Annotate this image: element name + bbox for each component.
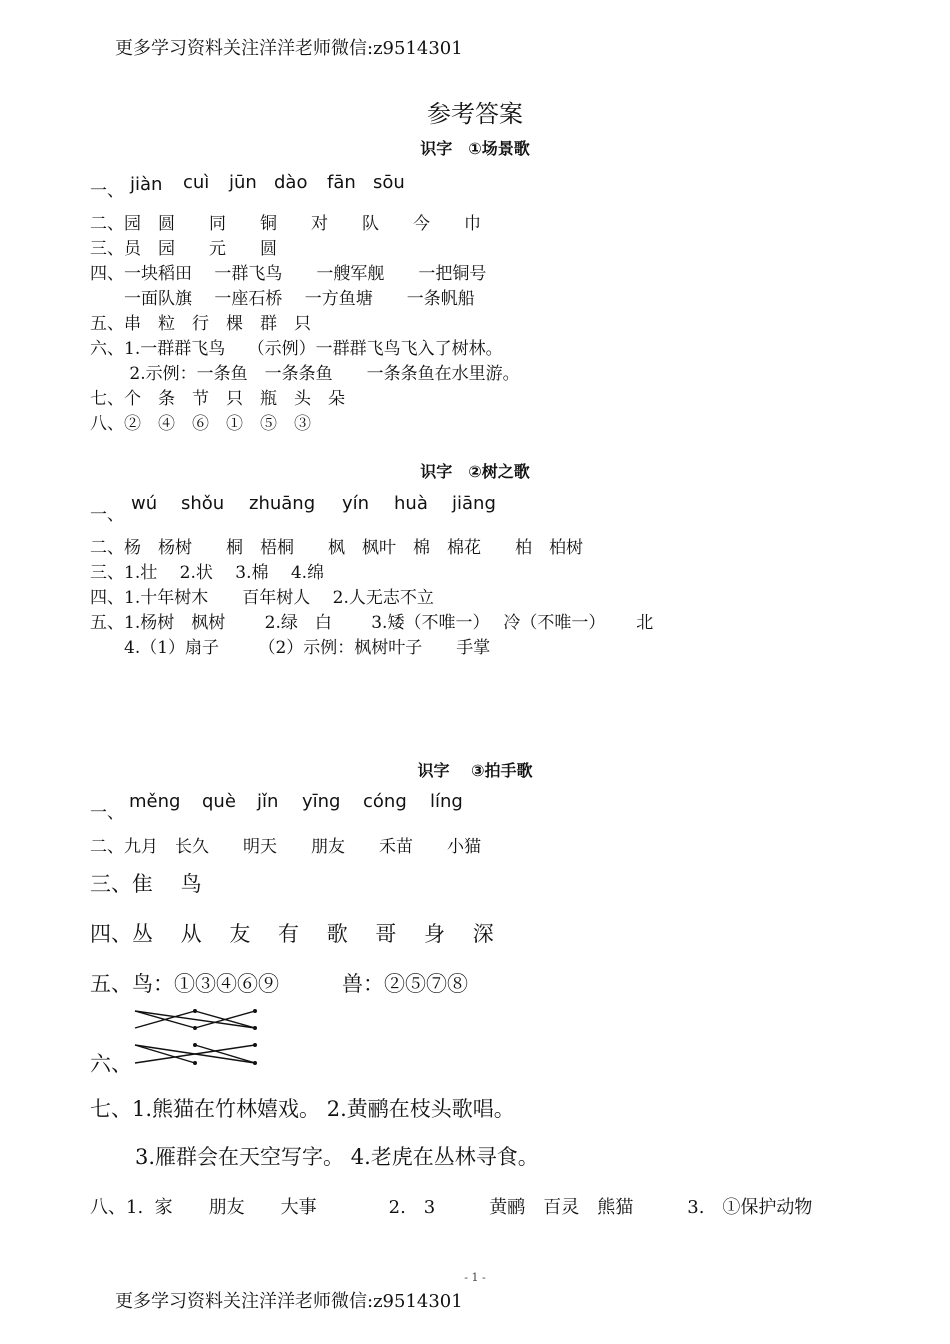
s2-line: 4.（1）扇子 （2）示例：枫树叶子 手掌 xyxy=(90,638,491,658)
s2-pinyin-3: zhuāng xyxy=(249,493,316,514)
s1-line: 三、员 园 元 圆 xyxy=(90,239,277,259)
s1-q1-label: 一、 xyxy=(90,181,124,201)
s2-q1-label: 一、 xyxy=(90,505,124,525)
s3-pinyin-4: yīng xyxy=(302,791,341,812)
s1-line: 二、园 圆 同 铜 对 队 今 巾 xyxy=(90,214,481,234)
footer-watermark: 更多学习资料关注洋洋老师微信:z9514301 xyxy=(115,1291,463,1312)
s1-pinyin-2: cuì xyxy=(183,172,210,193)
section-3-heading: 识字 ③拍手歌 xyxy=(417,761,533,780)
s1-pinyin-3: jūn xyxy=(229,172,257,193)
s1-line: 七、个 条 节 只 瓶 头 朵 xyxy=(90,389,345,409)
s3-pinyin-5: cóng xyxy=(363,791,407,812)
s3-q7-line2: 3.雁群会在天空写字。 4.老虎在丛林寻食。 xyxy=(135,1145,539,1169)
header-watermark: 更多学习资料关注洋洋老师微信:z9514301 xyxy=(115,38,463,59)
s3-q4: 四、丛 从 友 有 歌 哥 身 深 xyxy=(90,922,494,946)
s1-line: 四、一块稻田 一群飞鸟 一艘军舰 一把铜号 xyxy=(90,264,487,284)
s1-pinyin-4: dào xyxy=(274,172,308,193)
s2-pinyin-2: shǒu xyxy=(181,493,225,514)
s1-line: 八、② ④ ⑥ ① ⑤ ③ xyxy=(90,414,311,434)
page-title: 参考答案 xyxy=(427,100,523,128)
s2-line: 五、1.杨树 枫树 2.绿 白 3.矮（不唯一） 冷（不唯一） 北 xyxy=(90,613,654,633)
s1-pinyin-1: jiàn xyxy=(130,174,163,195)
s1-line: 一面队旗 一座石桥 一方鱼塘 一条帆船 xyxy=(90,289,475,309)
section-1-heading: 识字 ①场景歌 xyxy=(420,139,530,158)
s1-line: 五、串 粒 行 棵 群 只 xyxy=(90,314,311,334)
s2-line: 三、1.壮 2.状 3.棉 4.绵 xyxy=(90,563,325,583)
matching-lines-figure xyxy=(130,1008,265,1072)
s1-line: 2.示例：一条鱼 一条条鱼 一条条鱼在水里游。 xyxy=(90,364,520,384)
s3-q1-label: 一、 xyxy=(90,803,124,823)
section-2-heading: 识字 ②树之歌 xyxy=(420,462,530,481)
s3-pinyin-2: què xyxy=(202,791,236,812)
s2-line: 二、杨 杨树 桐 梧桐 枫 枫叶 棉 棉花 柏 柏树 xyxy=(90,538,583,558)
s1-pinyin-5: fān xyxy=(327,172,356,193)
s3-pinyin-6: líng xyxy=(430,791,463,812)
s2-pinyin-6: jiāng xyxy=(452,493,496,514)
s3-q5: 五、鸟：①③④⑥⑨ 兽：②⑤⑦⑧ xyxy=(90,972,468,996)
s3-pinyin-3: jǐn xyxy=(257,791,279,812)
s2-pinyin-5: huà xyxy=(394,493,428,514)
page-number: - 1 - xyxy=(464,1271,486,1284)
s3-q8: 八、1. 家 朋友 大事 2. 3 黄鹂 百灵 熊猫 3. ①保护动物 xyxy=(90,1197,813,1218)
s3-pinyin-1: měng xyxy=(129,791,181,812)
s3-q6-label: 六、 xyxy=(90,1052,132,1076)
s2-pinyin-4: yín xyxy=(342,493,370,514)
s1-pinyin-6: sōu xyxy=(373,172,405,193)
s3-q7-line1: 七、1.熊猫在竹林嬉戏。 2.黄鹂在枝头歌唱。 xyxy=(90,1097,515,1121)
s3-q2: 二、九月 长久 明天 朋友 禾苗 小猫 xyxy=(90,837,481,857)
s1-line: 六、1.一群群飞鸟 （示例）一群群飞鸟飞入了树林。 xyxy=(90,339,503,359)
s3-q3: 三、隹 鸟 xyxy=(90,872,202,896)
s2-line: 四、1.十年树木 百年树人 2.人无志不立 xyxy=(90,588,434,608)
s2-pinyin-1: wú xyxy=(131,493,158,514)
